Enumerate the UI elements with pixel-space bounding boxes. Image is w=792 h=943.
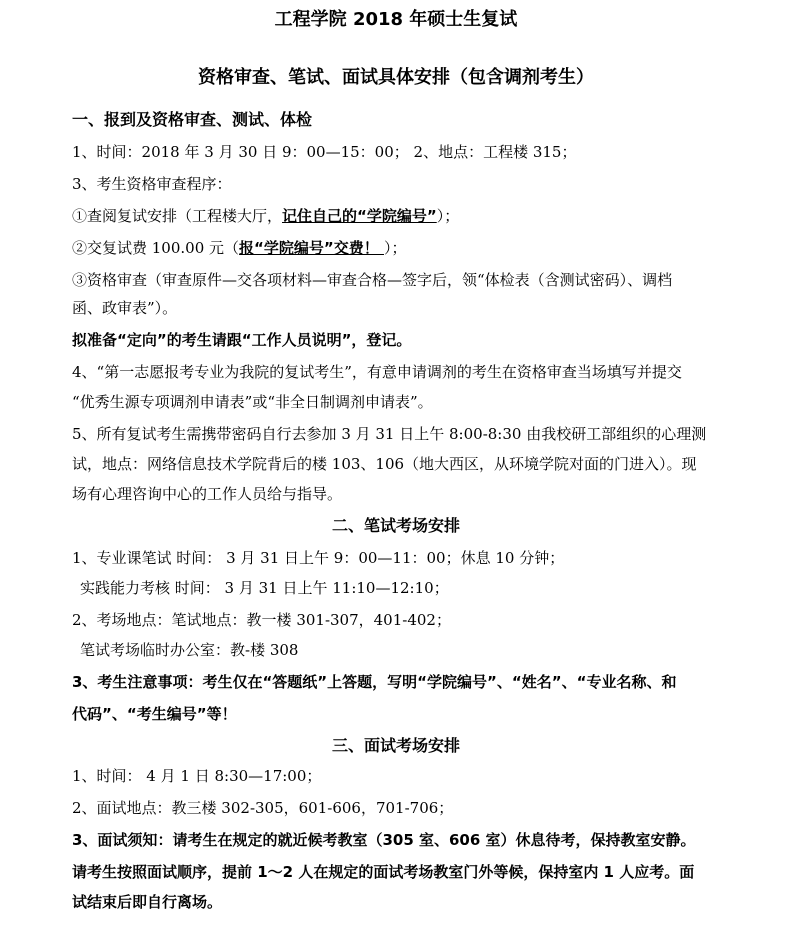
s1-l3-post: ）；: [436, 207, 460, 225]
s2-line-notice-a: 3、考生注意事项：考生仅在“答题纸”上答题，写明“学院编号”、“姓名”、“专业名称、和: [72, 673, 677, 691]
s1-l4-underlined: 报“学院编号”交费！: [239, 239, 384, 257]
s3-line-notice-a: 3、面试须知：请考生在规定的就近候考教室（305 室、606 室）休息待考，保持教室安静。: [72, 831, 696, 849]
s1-l3-underlined: 记住自己的“学院编号”: [282, 207, 437, 225]
s2-line-location: 2、考场地点：笔试地点：教一楼 301-307，401-402；: [72, 611, 451, 629]
s1-note-directed: 拟准备“定向”的考生请跟“工作人员说明”，登记。: [72, 331, 412, 349]
s1-l4-post: ）；: [383, 239, 407, 257]
s2-line-written-time: 1、专业课笔试 时间： 3 月 31 日上午 9：00—11：00；休息 10 分钟；: [72, 549, 565, 567]
s1-line-fee: [72, 238, 732, 258]
document-subtitle: 资格审查、笔试、面试具体安排（包含调剂考生）: [198, 67, 594, 88]
s3-line-notice-c: 试结束后即自行离场。: [72, 893, 223, 911]
s3-line-location: 2、面试地点：教三楼 302-305，601-606，701-706；: [72, 799, 454, 817]
document-title: 工程学院 2018 年硕士生复试: [274, 9, 518, 30]
s1-l4-pre: ②交复试费 100.00 元（: [72, 239, 240, 257]
s2-line-notice-b: 代码”、“考生编号”等！: [72, 705, 237, 723]
s1-line-adjust-a: 4、“第一志愿报考专业为我院的复试考生”，有意申请调剂的考生在资格审查当场填写并提交: [72, 363, 682, 381]
s3-line-time: 1、时间： 4 月 1 日 8:30—17:00；: [72, 767, 322, 785]
s1-line-time-location: 1、时间：2018 年 3 月 30 日 9：00—15：00； 2、地点：工程楼 315；: [72, 143, 577, 161]
s1-line-psych-a: 5、所有复试考生需携带密码自行去参加 3 月 31 日上午 8:00-8:30 由我校研工部组织的心理测: [72, 425, 707, 443]
s1-line-psych-c: 场有心理咨询中心的工作人员给与指导。: [72, 485, 343, 503]
s1-line-psych-b: 试，地点：网络信息技术学院背后的楼 103、106（地大西区，从环境学院对面的门进入）。现: [72, 455, 697, 473]
s3-line-notice-b: 请考生按照面试顺序，提前 1～2 人在规定的面试考场教室门外等候，保持室内 1 人应考。面: [72, 863, 695, 881]
s2-line-office: 笔试考场临时办公室：教-楼 308: [80, 641, 299, 659]
s2-line-practice-time: 实践能力考核 时间： 3 月 31 日上午 11:10—12:10；: [80, 579, 449, 597]
section-1-heading: 一、报到及资格审查、测试、体检: [72, 110, 313, 129]
s1-line-adjust-b: “优秀生源专项调剂申请表”或“非全日制调剂申请表”。: [72, 393, 433, 411]
s1-line-review-a: ③资格审查（审查原件—交各项材料—审查合格—签字后，领“体检表（含测试密码）、调档: [72, 271, 673, 289]
section-3-heading: 三、面试考场安排: [331, 736, 460, 755]
s1-line-procedure: 3、考生资格审查程序：: [72, 175, 232, 193]
s1-line-review-b: 函、政审表”）。: [72, 299, 178, 317]
s1-l3-pre: ①查阅复试安排（工程楼大厅，: [72, 207, 283, 225]
s1-line-check-schedule: [72, 206, 732, 226]
section-2-heading: 二、笔试考场安排: [331, 516, 460, 535]
